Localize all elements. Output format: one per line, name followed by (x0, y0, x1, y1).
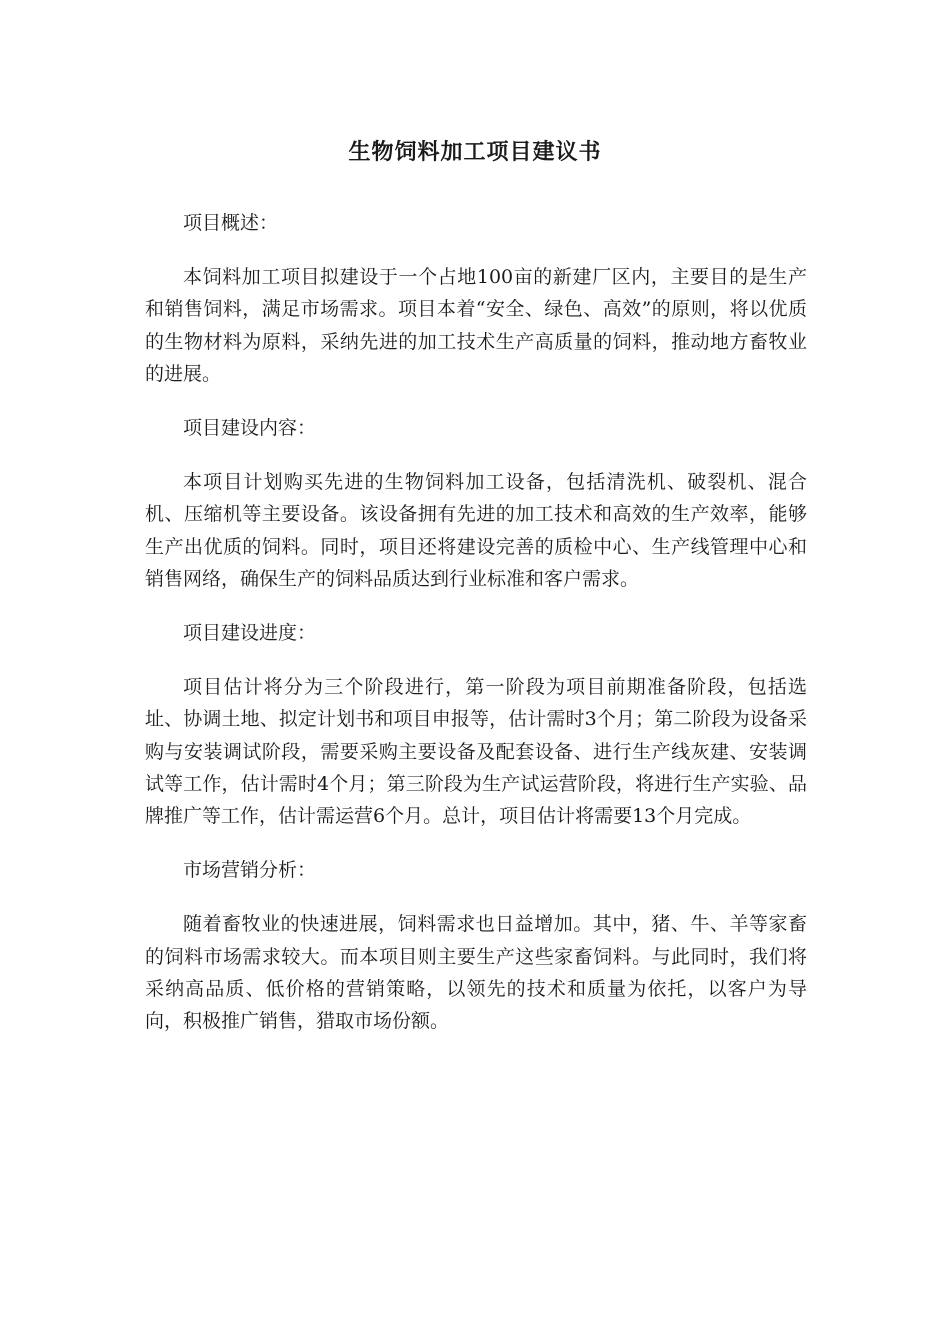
section-heading-overview: 项目概述： (183, 212, 279, 234)
section-body-construction-schedule: 项目估计将分为三个阶段进行，第一阶段为项目前期准备阶段，包括选址、协调土地、拟定计划书和项目申报等，估计需时3个月；第二阶段为设备采购与安装调试阶段，需要采购主要设备及配套设备、进行生产线灰建、安装调试等工作，估计需时4个月；第三阶段为生产试运营阶段，将进行生产实验、品牌推广等工作，估计需运营6个月。总计，项目估计将需要13个月完成。 (145, 676, 807, 828)
section-body-marketing-analysis: 随着畜牧业的快速进展，饲料需求也日益增加。其中，猪、牛、羊等家畜的饲料市场需求较大。而本项目则主要生产这些家畜饲料。与此同时，我们将采纳高品质、低价格的营销策略，以领先的技术和质量为依托，以客户为导向，积极推广销售，猎取市场份额。 (145, 913, 807, 1033)
section-body-construction-content: 本项目计划购买先进的生物饲料加工设备，包括清洗机、破裂机、混合机、压缩机等主要设备。该设备拥有先进的加工技术和高效的生产效率，能够生产出优质的饲料。同时，项目还将建设完善的质检中心、生产线管理中心和销售网络，确保生产的饲料品质达到行业标准和客户需求。 (145, 471, 807, 590)
section-heading-marketing-analysis: 市场营销分析： (183, 859, 317, 882)
section-body-overview: 本饲料加工项目拟建设于一个占地100亩的新建厂区内，主要目的是生产和销售饲料，满足市场需求。项目本着“安全、绿色、高效”的原则，将以优质的生物材料为原料，采纳先进的加工技术生产高质量的饲料，推动地方畜牧业的进展。 (145, 266, 807, 385)
document-title: 生物饲料加工项目建议书 (348, 140, 602, 165)
document-body (145, 207, 807, 1059)
section-heading-construction-schedule: 项目建设进度： (183, 622, 317, 645)
section-heading-construction-content: 项目建设内容： (183, 417, 317, 440)
